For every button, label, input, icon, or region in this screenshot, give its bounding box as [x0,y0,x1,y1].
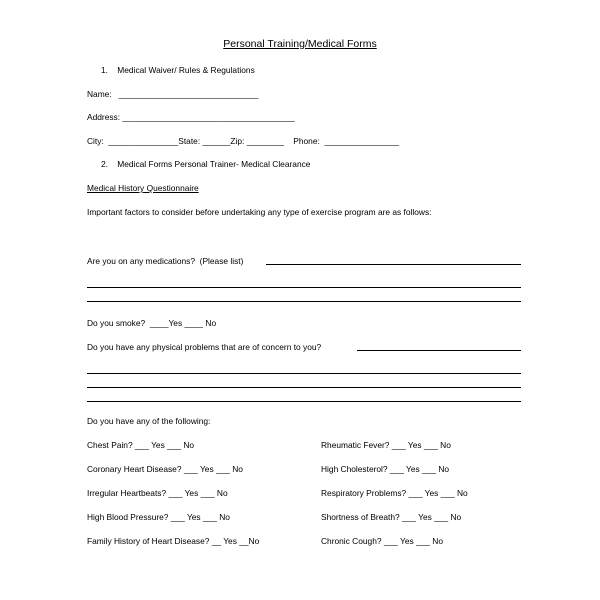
condition-item[interactable]: Chest Pain? ___ Yes ___ No [87,440,195,450]
city-state-zip-phone-fields[interactable]: City: _______________State: ______Zip: ________ Phone: ________________ [87,136,400,146]
physical-problems-question: Do you have any physical problems that are of concern to you? [87,342,322,352]
condition-item[interactable]: Respiratory Problems? ___ Yes ___ No [321,488,468,498]
name-field[interactable]: Name: ______________________________ [87,89,259,99]
answer-line[interactable] [87,301,521,302]
condition-item[interactable]: Shortness of Breath? ___ Yes ___ No [321,512,462,522]
section-1-heading: 1. Medical Waiver/ Rules & Regulations [101,65,255,75]
page-title: Personal Training/Medical Forms [223,38,377,50]
condition-item[interactable]: High Cholesterol? ___ Yes ___ No [321,464,450,474]
condition-item[interactable]: High Blood Pressure? ___ Yes ___ No [87,512,230,522]
condition-item[interactable]: Rheumatic Fever? ___ Yes ___ No [321,440,451,450]
physical-answer-line[interactable] [357,350,521,351]
answer-line[interactable] [87,287,521,288]
condition-item[interactable]: Coronary Heart Disease? ___ Yes ___ No [87,464,243,474]
address-field[interactable]: Address: _____________________________________ [87,112,295,122]
condition-item[interactable]: Family History of Heart Disease? __ Yes __No [87,536,260,546]
answer-line[interactable] [87,373,521,374]
following-question: Do you have any of the following: [87,416,211,426]
medications-answer-line[interactable] [266,264,521,265]
medications-question: Are you on any medications? (Please list) [87,256,244,266]
important-factors-text: Important factors to consider before undertaking any type of exercise program are as follows: [87,207,432,217]
history-heading: Medical History Questionnaire [87,183,199,193]
answer-line[interactable] [87,387,521,388]
section-2-heading: 2. Medical Forms Personal Trainer- Medical Clearance [101,159,311,169]
condition-item[interactable]: Chronic Cough? ___ Yes ___ No [321,536,443,546]
smoke-question[interactable]: Do you smoke? ____Yes ____ No [87,318,217,328]
condition-item[interactable]: Irregular Heartbeats? ___ Yes ___ No [87,488,228,498]
answer-line[interactable] [87,401,521,402]
